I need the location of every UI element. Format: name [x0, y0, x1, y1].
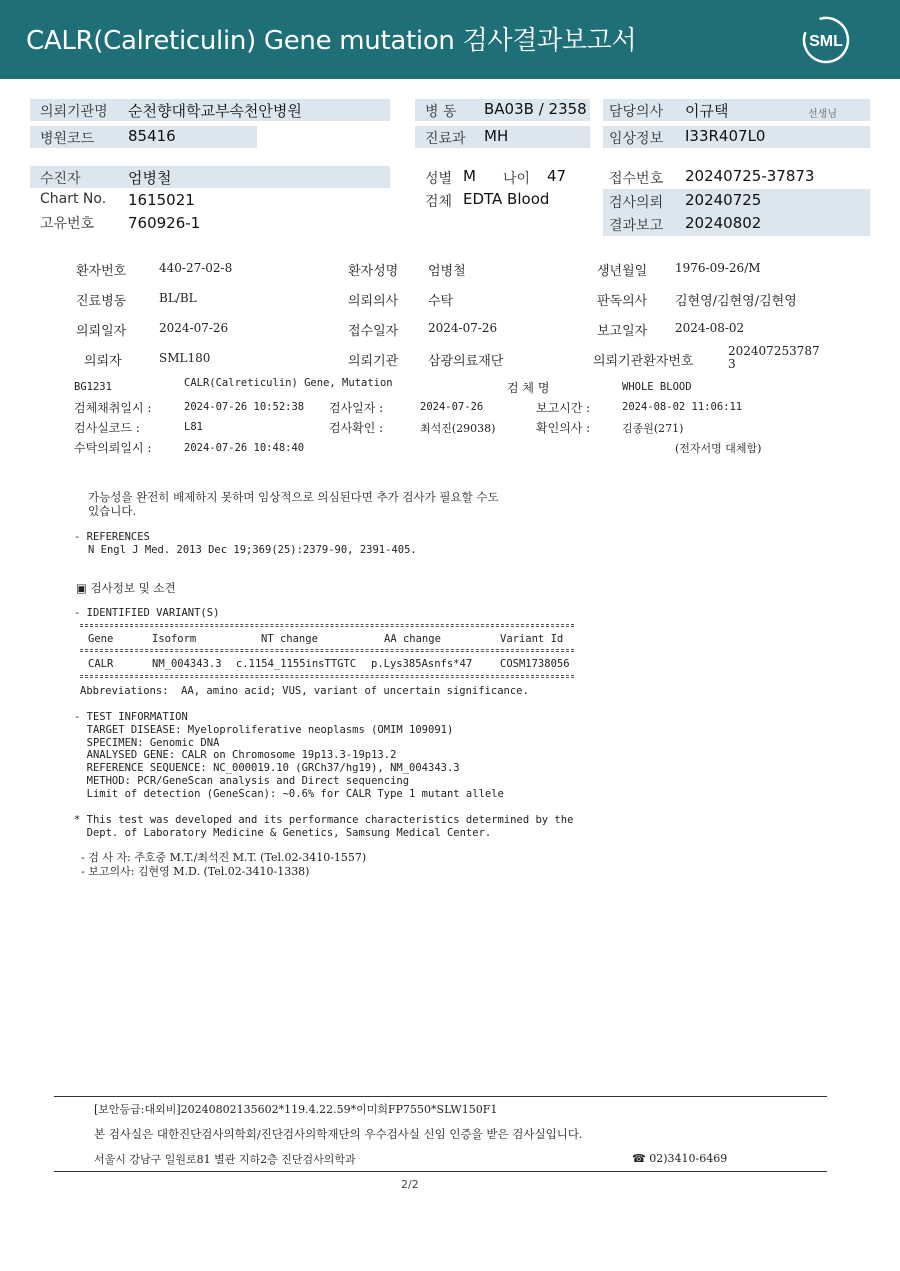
confirm-label: 확인의사 :	[536, 421, 591, 435]
esign-note: (전자서명 대체함)	[675, 442, 762, 455]
specimen-label: 검체	[425, 194, 453, 210]
col-header-gene: Gene	[88, 633, 114, 645]
note-line-2: 있습니다.	[88, 504, 137, 518]
collect-value: 2024-07-26 10:52:38	[184, 401, 305, 413]
reader-value: 김현영/김현영/김현영	[675, 294, 797, 309]
dev-note-line: Dept. of Laboratory Medicine & Genetics, Samsung Medical Center.	[74, 826, 492, 839]
test-date-value: 2024-07-26	[420, 401, 484, 413]
test-specimen-value: WHOLE BLOOD	[622, 381, 692, 393]
cell-variant-id: COSM1738056	[500, 658, 570, 670]
report-title: CALR(Calreticulin) Gene mutation 검사결과보고서	[26, 26, 637, 56]
security-stamp: [보안등급:대외비]20240802135602*119.4.22.59*이미희FP7550*SLW150F1	[94, 1103, 498, 1116]
rcv-date-label: 접수일자	[348, 324, 399, 339]
rep-date-value: 2024-08-02	[675, 321, 745, 335]
receipt-label: 접수번호	[609, 171, 664, 187]
page-number: 2/2	[401, 1178, 419, 1191]
col-header-variant-id: Variant Id	[500, 633, 564, 645]
cell-gene: CALR	[88, 658, 114, 670]
req-date-label: 의뢰일자	[76, 324, 127, 339]
table-divider-mid	[80, 649, 574, 650]
doctor-suffix: 선생님	[808, 109, 837, 120]
collect-label: 검체채취일시 :	[74, 401, 152, 415]
development-note	[74, 814, 573, 840]
ward-detail-label: 진료병동	[76, 294, 127, 309]
specimen-value: EDTA Blood	[463, 190, 550, 208]
test-date-label: 검사일자 :	[329, 401, 384, 415]
test-info-line: TARGET DISEASE: Myeloproliferative neoplasms (OMIM 109091)	[74, 723, 454, 736]
commission-value: 2024-07-26 10:48:40	[184, 442, 305, 454]
section-title: ▣ 검사정보 및 소견	[76, 581, 176, 595]
sml-logo-icon	[800, 14, 852, 66]
req-inst-label: 의뢰기관	[348, 354, 399, 369]
pt-name-label: 환자성명	[348, 264, 399, 279]
test-specimen-label: 검 체 명	[507, 381, 550, 395]
cell-aa-change: p.Lys385Asnfs*47	[371, 658, 473, 670]
pt-no-value: 440-27-02-8	[159, 261, 233, 275]
request-label: 검사의뢰	[609, 195, 664, 211]
ward-label: 병 동	[425, 104, 457, 120]
col-header-isoform: Isoform	[152, 633, 197, 645]
dept-label: 진료과	[425, 131, 466, 147]
test-info-line: METHOD: PCR/GeneScan analysis and Direct sequencing	[74, 774, 410, 787]
staff-line: - 보고의사: 김현영 M.D. (Tel.02-3410-1338)	[74, 864, 310, 878]
ward-value: BA03B / 2358	[484, 100, 587, 118]
test-name: CALR(Calreticulin) Gene, Mutation	[184, 377, 393, 389]
report-header	[0, 0, 900, 79]
req-date-value: 2024-07-26	[159, 321, 229, 335]
reader-label: 판독의사	[597, 294, 648, 309]
staff-list	[74, 851, 366, 878]
phone: ☎ 02)3410-6469	[632, 1152, 728, 1165]
test-information	[74, 711, 504, 801]
dob-label: 생년월일	[597, 264, 648, 279]
cell-nt-change: c.1154_1155insTTGTC	[236, 658, 357, 670]
inst-pt-no-value: 202407253787	[728, 344, 820, 358]
variant-heading: - IDENTIFIED VARIANT(S)	[74, 607, 220, 619]
references-line: N Engl J Med. 2013 Dec 19;369(25):2379-90, 2391-405.	[88, 544, 417, 556]
room-label: 검사실코드 :	[74, 421, 140, 435]
table-divider-top	[80, 624, 574, 625]
test-info-line: SPECIMEN: Genomic DNA	[74, 736, 220, 749]
address: 서울시 강남구 일원로81 별관 지하2층 진단검사의학과	[94, 1153, 356, 1166]
report-time-label: 보고시간 :	[536, 401, 591, 415]
institution-label: 의뢰기관명	[40, 104, 108, 120]
hospital-code-value: 85416	[128, 127, 176, 145]
test-code: BG1231	[74, 381, 112, 393]
requester-label: 의뢰자	[84, 354, 122, 369]
report-date-label: 결과보고	[609, 218, 664, 234]
inst-pt-no-value-cont: 3	[728, 357, 736, 371]
ward-detail-value: BL/BL	[159, 291, 197, 305]
report-time-value: 2024-08-02 11:06:11	[622, 401, 743, 413]
certification-note: 본 검사실은 대한진단검사의학회/진단검사의학재단의 우수검사실 신임 인증을 받은 검사실입니다.	[94, 1127, 583, 1141]
doctor-label: 담당의사	[609, 104, 664, 120]
age-value: 47	[547, 167, 567, 185]
chart-value: 1615021	[128, 191, 195, 209]
references-heading: - REFERENCES	[74, 531, 150, 543]
institution-value: 순천향대학교부속천안병원	[128, 102, 302, 120]
rep-date-label: 보고일자	[597, 324, 648, 339]
sex-label: 성별	[425, 171, 453, 187]
table-divider-bottom	[80, 675, 574, 676]
confirm-value: 김종원(271)	[622, 422, 684, 435]
table-divider-mid-2	[80, 651, 574, 652]
req-doc-value: 수탁	[428, 294, 454, 309]
dev-note-line: * This test was developed and its performance characteristics determined by the	[74, 814, 574, 826]
staff-line: - 검 사 자: 주호중 M.T./최석진 M.T. (Tel.02-3410-1557)	[74, 851, 367, 864]
footer-line-bottom	[54, 1171, 827, 1172]
req-inst-value: 삼광의료재단	[428, 354, 504, 369]
note-line-1: 가능성을 완전히 배제하지 못하며 임상적으로 의심된다면 추가 검사가 필요할 수도	[88, 490, 499, 504]
report-date-value: 20240802	[685, 214, 762, 232]
table-divider-top-2	[80, 626, 574, 627]
logo-text: SML	[809, 33, 843, 50]
footer-line-top	[54, 1096, 827, 1097]
pt-no-label: 환자번호	[76, 264, 127, 279]
requester-value: SML180	[159, 351, 211, 365]
hospital-code-label: 병원코드	[40, 131, 95, 147]
col-header-nt-change: NT change	[261, 633, 318, 645]
cell-isoform: NM_004343.3	[152, 658, 222, 670]
id-label: 고유번호	[40, 216, 95, 232]
clinical-label: 임상정보	[609, 131, 664, 147]
col-header-aa-change: AA change	[384, 633, 441, 645]
table-divider-bottom-2	[80, 677, 574, 678]
test-info-line: ANALYSED GENE: CALR on Chromosome 19p13.3-19p13.2	[74, 749, 397, 762]
id-value: 760926-1	[128, 214, 201, 232]
patient-bar	[30, 166, 390, 188]
patient-value: 엄병철	[128, 169, 172, 187]
rcv-date-value: 2024-07-26	[428, 321, 498, 335]
room-value: L81	[184, 421, 203, 433]
receipt-value: 20240725-37873	[685, 167, 815, 185]
dob-value: 1976-09-26/M	[675, 261, 761, 275]
test-info-line: REFERENCE SEQUENCE: NC_000019.10 (GRCh37/hg19), NM_004343.3	[74, 762, 460, 775]
clinical-value: I33R407L0	[685, 127, 766, 145]
checker-value: 최석진(29038)	[420, 422, 496, 435]
test-info-line: Limit of detection (GeneScan): ~0.6% for CALR Type 1 mutant allele	[74, 787, 504, 800]
inst-pt-no-label: 의뢰기관환자번호	[593, 354, 694, 369]
doctor-value: 이규택	[685, 102, 729, 120]
dept-value: MH	[484, 127, 509, 145]
chart-label: Chart No.	[40, 191, 107, 207]
pt-name-value: 엄병철	[428, 264, 466, 279]
age-label: 나이	[503, 171, 531, 187]
request-value: 20240725	[685, 191, 762, 209]
sex-value: M	[463, 167, 476, 185]
checker-label: 검사확인 :	[329, 421, 384, 435]
test-info-line: - TEST INFORMATION	[74, 711, 188, 723]
patient-label: 수진자	[40, 171, 81, 187]
commission-label: 수탁의뢰일시 :	[74, 441, 152, 455]
req-doc-label: 의뢰의사	[348, 294, 399, 309]
abbreviations: Abbreviations: AA, amino acid; VUS, variant of uncertain significance.	[80, 685, 529, 697]
